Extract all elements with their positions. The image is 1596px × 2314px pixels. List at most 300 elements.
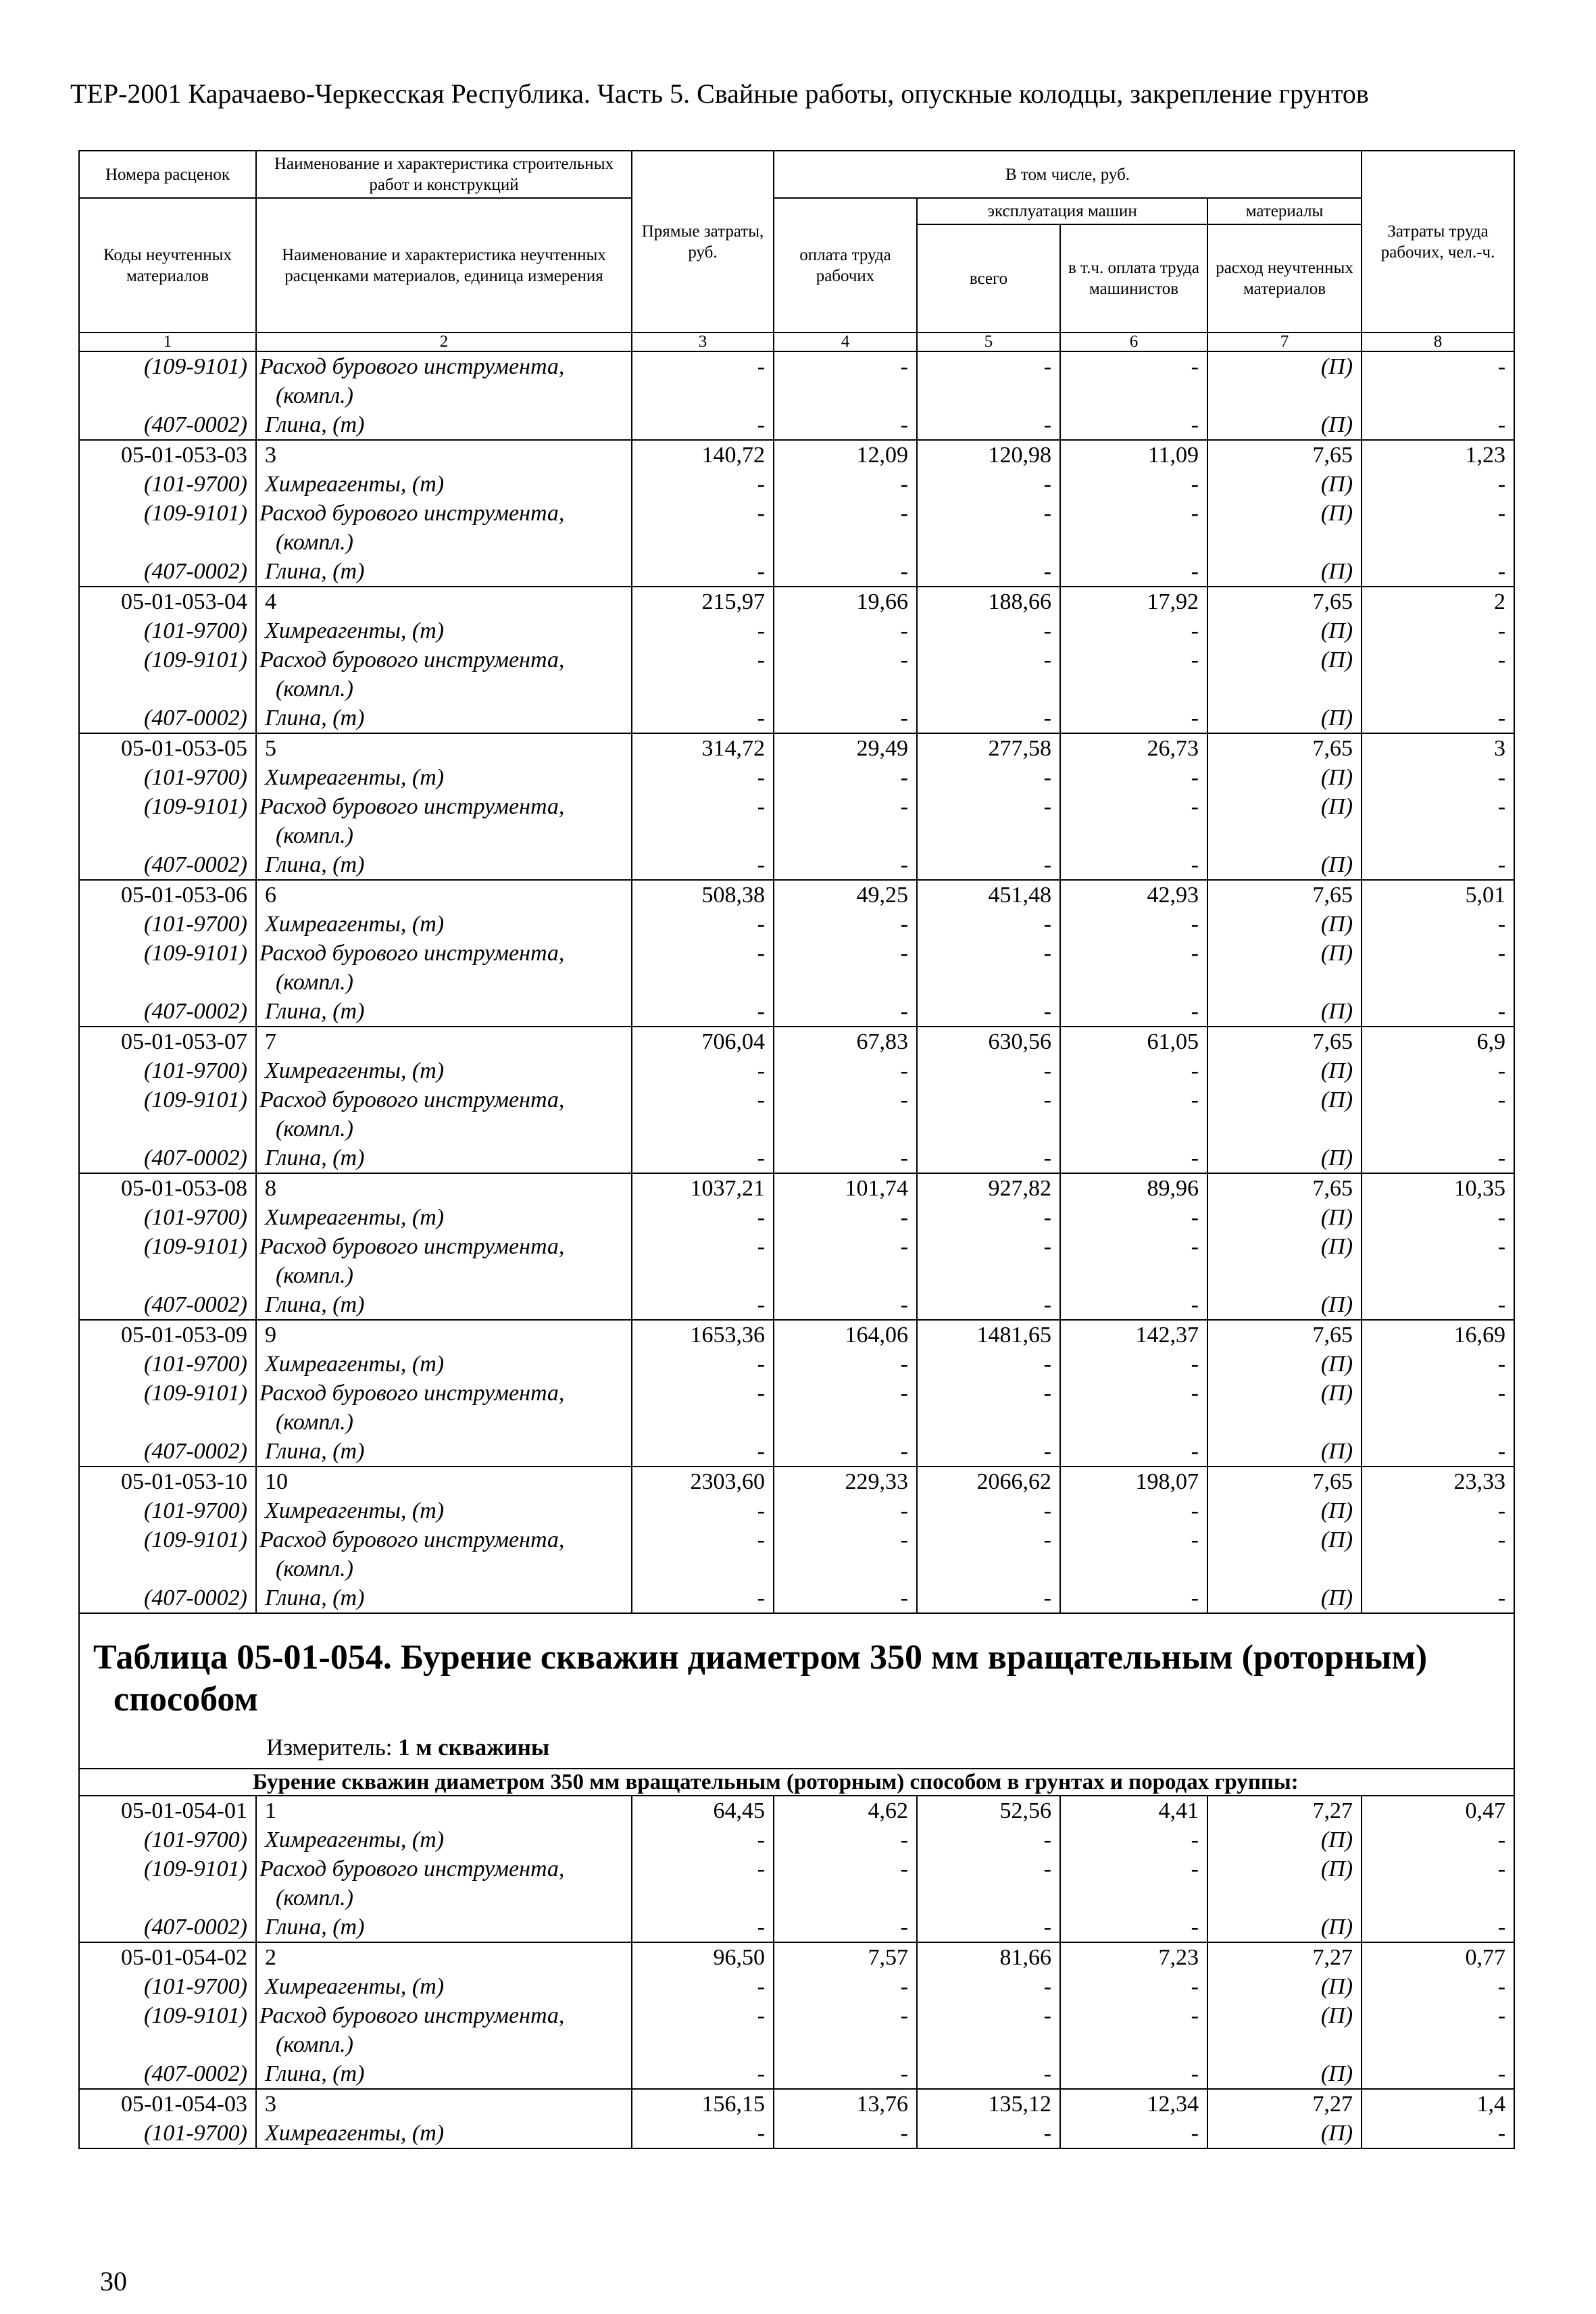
value-cell: 19,66 — [774, 587, 917, 616]
rate-code: 05-01-053-09 — [79, 1320, 256, 1350]
rate-row — [79, 733, 1514, 763]
value-cell: - — [917, 1143, 1060, 1173]
value-cell: (П) — [1207, 1056, 1362, 1085]
value-cell: - — [917, 2001, 1060, 2059]
material-row — [79, 1350, 1514, 1379]
value-cell: - — [774, 1232, 917, 1290]
material-row — [79, 997, 1514, 1027]
value-cell: - — [632, 1972, 774, 2001]
value-cell: - — [774, 557, 917, 587]
value-cell: - — [917, 1496, 1060, 1525]
value-cell: 49,25 — [774, 880, 917, 910]
material-row — [79, 763, 1514, 792]
meter-label: Измеритель: — [266, 1734, 393, 1761]
value-cell: - — [632, 704, 774, 733]
value-cell: - — [917, 1825, 1060, 1854]
col-num: 4 — [774, 333, 917, 351]
material-row — [79, 1525, 1514, 1583]
rate-row — [79, 1467, 1514, 1496]
material-name: Химреагенты, (т) — [256, 470, 632, 499]
rate-code: 05-01-053-05 — [79, 733, 256, 763]
value-cell: - — [632, 1583, 774, 1613]
value-cell: - — [632, 2059, 774, 2089]
value-cell: - — [632, 616, 774, 645]
material-row — [79, 1972, 1514, 2001]
rate-name: 3 — [256, 440, 632, 470]
value-cell: - — [1362, 1913, 1514, 1942]
material-name: Глина, (т) — [256, 1143, 632, 1173]
col-num: 1 — [79, 333, 256, 351]
value-cell: 10,35 — [1362, 1173, 1514, 1203]
value-cell: - — [774, 704, 917, 733]
value-cell: - — [1362, 910, 1514, 939]
material-code: (109-9101) — [79, 939, 256, 997]
rate-code: 05-01-053-08 — [79, 1173, 256, 1203]
value-cell: 7,27 — [1207, 2089, 1362, 2119]
value-cell: 140,72 — [632, 440, 774, 470]
table-body-053 — [79, 351, 1514, 1613]
value-cell: (П) — [1207, 2059, 1362, 2089]
value-cell: - — [774, 1085, 917, 1143]
value-cell: - — [774, 1825, 917, 1854]
value-cell: - — [632, 499, 774, 557]
value-cell: 5,01 — [1362, 880, 1514, 910]
value-cell: - — [774, 1143, 917, 1173]
material-name: Глина, (т) — [256, 704, 632, 733]
value-cell: (П) — [1207, 792, 1362, 850]
value-cell: - — [774, 850, 917, 880]
value-cell: - — [632, 1143, 774, 1173]
value-cell: - — [1060, 351, 1207, 410]
rate-row — [79, 587, 1514, 616]
value-cell: 4,41 — [1060, 1796, 1207, 1825]
material-name: Химреагенты, (т) — [256, 1203, 632, 1232]
value-cell: - — [1060, 939, 1207, 997]
material-code: (407-0002) — [79, 1583, 256, 1613]
material-row — [79, 499, 1514, 557]
value-cell: (П) — [1207, 1496, 1362, 1525]
value-cell: - — [1060, 1496, 1207, 1525]
section-subtitle-row — [79, 1769, 1514, 1796]
header-material-codes: Коды неучтенных материалов — [79, 198, 256, 333]
value-cell: - — [917, 1056, 1060, 1085]
value-cell: - — [917, 939, 1060, 997]
value-cell: - — [774, 645, 917, 704]
value-cell: - — [917, 351, 1060, 410]
value-cell: - — [1060, 910, 1207, 939]
rate-code: 05-01-053-07 — [79, 1027, 256, 1056]
value-cell: (П) — [1207, 939, 1362, 997]
value-cell: 2066,62 — [917, 1467, 1060, 1496]
value-cell: - — [1362, 1056, 1514, 1085]
material-row — [79, 1854, 1514, 1913]
value-cell: - — [632, 1056, 774, 1085]
value-cell: - — [632, 763, 774, 792]
value-cell: - — [774, 351, 917, 410]
value-cell: (П) — [1207, 1379, 1362, 1437]
value-cell: - — [1362, 1350, 1514, 1379]
material-name: Химреагенты, (т) — [256, 1350, 632, 1379]
value-cell: - — [774, 1203, 917, 1232]
col-num: 7 — [1207, 333, 1362, 351]
rate-name: 9 — [256, 1320, 632, 1350]
rate-code: 05-01-053-06 — [79, 880, 256, 910]
value-cell: - — [1362, 351, 1514, 410]
value-cell: 229,33 — [774, 1467, 917, 1496]
value-cell: - — [917, 2119, 1060, 2148]
material-code: (109-9101) — [79, 792, 256, 850]
value-cell: - — [1060, 2059, 1207, 2089]
value-cell: - — [917, 763, 1060, 792]
value-cell: (П) — [1207, 410, 1362, 440]
value-cell: - — [632, 1496, 774, 1525]
value-cell: (П) — [1207, 1085, 1362, 1143]
header-materials-unaccounted: расход неучтенных материалов — [1207, 224, 1362, 333]
value-cell: (П) — [1207, 1350, 1362, 1379]
section-subtitle: Бурение скважин диаметром 350 мм вращательным (роторным) способом в грунтах и породах группы: — [79, 1769, 1514, 1796]
col-num: 3 — [632, 333, 774, 351]
value-cell: - — [1362, 1496, 1514, 1525]
value-cell: - — [917, 499, 1060, 557]
value-cell: - — [1362, 1525, 1514, 1583]
material-code: (407-0002) — [79, 557, 256, 587]
material-code: (101-9700) — [79, 616, 256, 645]
value-cell: - — [1362, 645, 1514, 704]
value-cell: 277,58 — [917, 733, 1060, 763]
value-cell: - — [1362, 1232, 1514, 1290]
value-cell: - — [632, 2001, 774, 2059]
value-cell: 29,49 — [774, 733, 917, 763]
value-cell: - — [1060, 1437, 1207, 1467]
value-cell: - — [1060, 2119, 1207, 2148]
header-material-name: Наименование и характеристика неучтенных расценками материалов, единица измерения — [256, 198, 632, 333]
value-cell: (П) — [1207, 2119, 1362, 2148]
material-code: (407-0002) — [79, 1913, 256, 1942]
value-cell: - — [1362, 616, 1514, 645]
value-cell: - — [917, 1525, 1060, 1583]
value-cell: - — [1362, 704, 1514, 733]
material-code: (101-9700) — [79, 1350, 256, 1379]
value-cell: - — [1060, 557, 1207, 587]
value-cell: - — [632, 1232, 774, 1290]
value-cell: 7,23 — [1060, 1942, 1207, 1972]
value-cell: - — [1060, 1085, 1207, 1143]
material-code: (101-9700) — [79, 2119, 256, 2148]
value-cell: - — [774, 1290, 917, 1320]
material-name: Глина, (т) — [256, 997, 632, 1027]
material-code: (407-0002) — [79, 997, 256, 1027]
value-cell: - — [1362, 763, 1514, 792]
value-cell: 7,65 — [1207, 1027, 1362, 1056]
value-cell: (П) — [1207, 557, 1362, 587]
material-code: (109-9101) — [79, 1085, 256, 1143]
value-cell: - — [1060, 763, 1207, 792]
value-cell: - — [1060, 1203, 1207, 1232]
material-row — [79, 1437, 1514, 1467]
material-name: Химреагенты, (т) — [256, 1972, 632, 2001]
value-cell: 96,50 — [632, 1942, 774, 1972]
value-cell: - — [1362, 939, 1514, 997]
value-cell: 630,56 — [917, 1027, 1060, 1056]
value-cell: 6,9 — [1362, 1027, 1514, 1056]
col-num: 2 — [256, 333, 632, 351]
material-name: Расход бурового инструмента, (компл.) — [256, 351, 632, 410]
value-cell: - — [774, 1437, 917, 1467]
value-cell: 451,48 — [917, 880, 1060, 910]
value-cell: 11,09 — [1060, 440, 1207, 470]
value-cell: (П) — [1207, 704, 1362, 733]
header-materials: материалы — [1207, 198, 1362, 224]
material-row — [79, 704, 1514, 733]
value-cell: - — [1060, 1143, 1207, 1173]
material-name: Расход бурового инструмента, (компл.) — [256, 499, 632, 557]
value-cell: 7,65 — [1207, 440, 1362, 470]
value-cell: - — [1362, 499, 1514, 557]
value-cell: - — [632, 1350, 774, 1379]
material-row — [79, 1825, 1514, 1854]
material-row — [79, 1290, 1514, 1320]
material-name: Глина, (т) — [256, 1437, 632, 1467]
value-cell: - — [917, 1203, 1060, 1232]
material-name: Химреагенты, (т) — [256, 2119, 632, 2148]
value-cell: - — [1362, 470, 1514, 499]
rate-row — [79, 1796, 1514, 1825]
value-cell: 12,09 — [774, 440, 917, 470]
value-cell: - — [1060, 645, 1207, 704]
value-cell: - — [632, 645, 774, 704]
value-cell: 81,66 — [917, 1942, 1060, 1972]
value-cell: - — [632, 850, 774, 880]
value-cell: - — [917, 1437, 1060, 1467]
value-cell: - — [917, 616, 1060, 645]
material-row — [79, 2001, 1514, 2059]
material-row — [79, 557, 1514, 587]
value-cell: 156,15 — [632, 2089, 774, 2119]
value-cell: - — [1362, 1203, 1514, 1232]
value-cell: 2303,60 — [632, 1467, 774, 1496]
value-cell: (П) — [1207, 499, 1362, 557]
material-code: (101-9700) — [79, 1056, 256, 1085]
rate-name: 6 — [256, 880, 632, 910]
value-cell: (П) — [1207, 616, 1362, 645]
rate-row — [79, 1320, 1514, 1350]
value-cell: - — [1362, 1972, 1514, 2001]
value-cell: 927,82 — [917, 1173, 1060, 1203]
value-cell: (П) — [1207, 1583, 1362, 1613]
value-cell: - — [774, 2119, 917, 2148]
value-cell: 23,33 — [1362, 1467, 1514, 1496]
value-cell: - — [632, 1085, 774, 1143]
value-cell: - — [632, 557, 774, 587]
value-cell: - — [774, 792, 917, 850]
rates-table — [78, 150, 1515, 2149]
value-cell: 61,05 — [1060, 1027, 1207, 1056]
material-row — [79, 1913, 1514, 1942]
value-cell: - — [1060, 704, 1207, 733]
value-cell: 67,83 — [774, 1027, 917, 1056]
value-cell: - — [1060, 1232, 1207, 1290]
value-cell: - — [632, 1854, 774, 1913]
value-cell: 508,38 — [632, 880, 774, 910]
material-row — [79, 910, 1514, 939]
value-cell: - — [774, 410, 917, 440]
material-row — [79, 792, 1514, 850]
value-cell: 1,23 — [1362, 440, 1514, 470]
value-cell: - — [1060, 997, 1207, 1027]
material-row — [79, 616, 1514, 645]
material-code: (407-0002) — [79, 1437, 256, 1467]
value-cell: - — [774, 616, 917, 645]
value-cell: - — [1362, 1379, 1514, 1437]
material-name: Глина, (т) — [256, 1583, 632, 1613]
value-cell: - — [632, 997, 774, 1027]
material-row — [79, 645, 1514, 704]
value-cell: - — [1060, 1583, 1207, 1613]
material-row — [79, 410, 1514, 440]
value-cell: - — [1362, 1290, 1514, 1320]
running-title: ТЕР-2001 Карачаево-Черкесская Республика. Часть 5. Свайные работы, опускные колодцы, закрепление грунтов — [70, 78, 1369, 109]
value-cell: - — [1362, 2059, 1514, 2089]
value-cell: 64,45 — [632, 1796, 774, 1825]
value-cell: 164,06 — [774, 1320, 917, 1350]
value-cell: 3 — [1362, 733, 1514, 763]
material-name: Глина, (т) — [256, 557, 632, 587]
value-cell: - — [632, 1825, 774, 1854]
value-cell: - — [917, 1290, 1060, 1320]
section-title: Таблица 05-01-054. Бурение скважин диаметром 350 мм вращательным (роторным) способом — [93, 1638, 1428, 1719]
value-cell: - — [774, 1972, 917, 2001]
value-cell: - — [774, 2001, 917, 2059]
material-code: (407-0002) — [79, 410, 256, 440]
material-code: (101-9700) — [79, 910, 256, 939]
header-labor-costs: Затраты труда рабочих, чел.-ч. — [1362, 151, 1514, 333]
col-num: 8 — [1362, 333, 1514, 351]
material-code: (101-9700) — [79, 763, 256, 792]
value-cell: - — [632, 1437, 774, 1467]
value-cell: (П) — [1207, 910, 1362, 939]
material-name: Расход бурового инструмента, (компл.) — [256, 1854, 632, 1913]
value-cell: - — [774, 470, 917, 499]
value-cell: - — [632, 351, 774, 410]
value-cell: 89,96 — [1060, 1173, 1207, 1203]
rate-code: 05-01-054-01 — [79, 1796, 256, 1825]
material-name: Расход бурового инструмента, (компл.) — [256, 645, 632, 704]
value-cell: - — [774, 1056, 917, 1085]
value-cell: - — [1362, 997, 1514, 1027]
material-name: Химреагенты, (т) — [256, 763, 632, 792]
value-cell: - — [632, 1913, 774, 1942]
header-rate-name: Наименование и характеристика строительных работ и конструкций — [256, 151, 632, 198]
material-row — [79, 1203, 1514, 1232]
rate-row — [79, 1027, 1514, 1056]
value-cell: 12,34 — [1060, 2089, 1207, 2119]
material-row — [79, 2119, 1514, 2148]
material-name: Химреагенты, (т) — [256, 1056, 632, 1085]
value-cell: - — [1362, 410, 1514, 440]
value-cell: - — [632, 410, 774, 440]
rate-name: 5 — [256, 733, 632, 763]
value-cell: - — [1362, 1143, 1514, 1173]
value-cell: - — [1362, 1583, 1514, 1613]
value-cell: 7,65 — [1207, 1320, 1362, 1350]
value-cell: 120,98 — [917, 440, 1060, 470]
value-cell: - — [1060, 1525, 1207, 1583]
material-row — [79, 470, 1514, 499]
value-cell: - — [917, 1972, 1060, 2001]
value-cell: - — [917, 557, 1060, 587]
value-cell: (П) — [1207, 850, 1362, 880]
value-cell: 42,93 — [1060, 880, 1207, 910]
value-cell: 188,66 — [917, 587, 1060, 616]
value-cell: - — [917, 1085, 1060, 1143]
col-num: 5 — [917, 333, 1060, 351]
value-cell: 7,27 — [1207, 1942, 1362, 1972]
material-code: (109-9101) — [79, 2001, 256, 2059]
value-cell: - — [1060, 1290, 1207, 1320]
header-machines: эксплуатация машин — [917, 198, 1207, 224]
header-wages: оплата труда рабочих — [774, 198, 917, 333]
material-row — [79, 1143, 1514, 1173]
value-cell: - — [917, 997, 1060, 1027]
col-num: 6 — [1060, 333, 1207, 351]
value-cell: - — [917, 704, 1060, 733]
value-cell: 4,62 — [774, 1796, 917, 1825]
value-cell: 7,65 — [1207, 880, 1362, 910]
value-cell: (П) — [1207, 351, 1362, 410]
value-cell: - — [632, 470, 774, 499]
material-name: Глина, (т) — [256, 1913, 632, 1942]
value-cell: 198,07 — [1060, 1467, 1207, 1496]
value-cell: - — [774, 1854, 917, 1913]
value-cell: 7,27 — [1207, 1796, 1362, 1825]
value-cell: - — [1060, 1854, 1207, 1913]
value-cell: - — [632, 1525, 774, 1583]
material-code: (407-0002) — [79, 850, 256, 880]
value-cell: - — [1362, 557, 1514, 587]
value-cell: - — [632, 1290, 774, 1320]
value-cell: - — [774, 1379, 917, 1437]
value-cell: - — [632, 792, 774, 850]
material-row — [79, 1583, 1514, 1613]
value-cell: 7,65 — [1207, 733, 1362, 763]
material-name: Расход бурового инструмента, (компл.) — [256, 1379, 632, 1437]
material-name: Расход бурового инструмента, (компл.) — [256, 939, 632, 997]
value-cell: - — [917, 792, 1060, 850]
value-cell: - — [1060, 1350, 1207, 1379]
value-cell: 706,04 — [632, 1027, 774, 1056]
value-cell: - — [1362, 2119, 1514, 2148]
value-cell: (П) — [1207, 1913, 1362, 1942]
value-cell: - — [774, 1350, 917, 1379]
value-cell: (П) — [1207, 2001, 1362, 2059]
value-cell: 314,72 — [632, 733, 774, 763]
value-cell: - — [632, 1379, 774, 1437]
material-code: (109-9101) — [79, 351, 256, 410]
material-code: (101-9700) — [79, 1496, 256, 1525]
value-cell: - — [774, 1525, 917, 1583]
value-cell: 2 — [1362, 587, 1514, 616]
material-code: (109-9101) — [79, 1525, 256, 1583]
value-cell: - — [917, 910, 1060, 939]
material-row — [79, 351, 1514, 410]
material-code: (407-0002) — [79, 2059, 256, 2089]
value-cell: - — [1060, 499, 1207, 557]
meter-value: 1 м скважины — [398, 1734, 550, 1761]
value-cell: (П) — [1207, 1232, 1362, 1290]
rate-code: 05-01-053-04 — [79, 587, 256, 616]
value-cell: - — [1060, 2001, 1207, 2059]
rate-code: 05-01-053-03 — [79, 440, 256, 470]
